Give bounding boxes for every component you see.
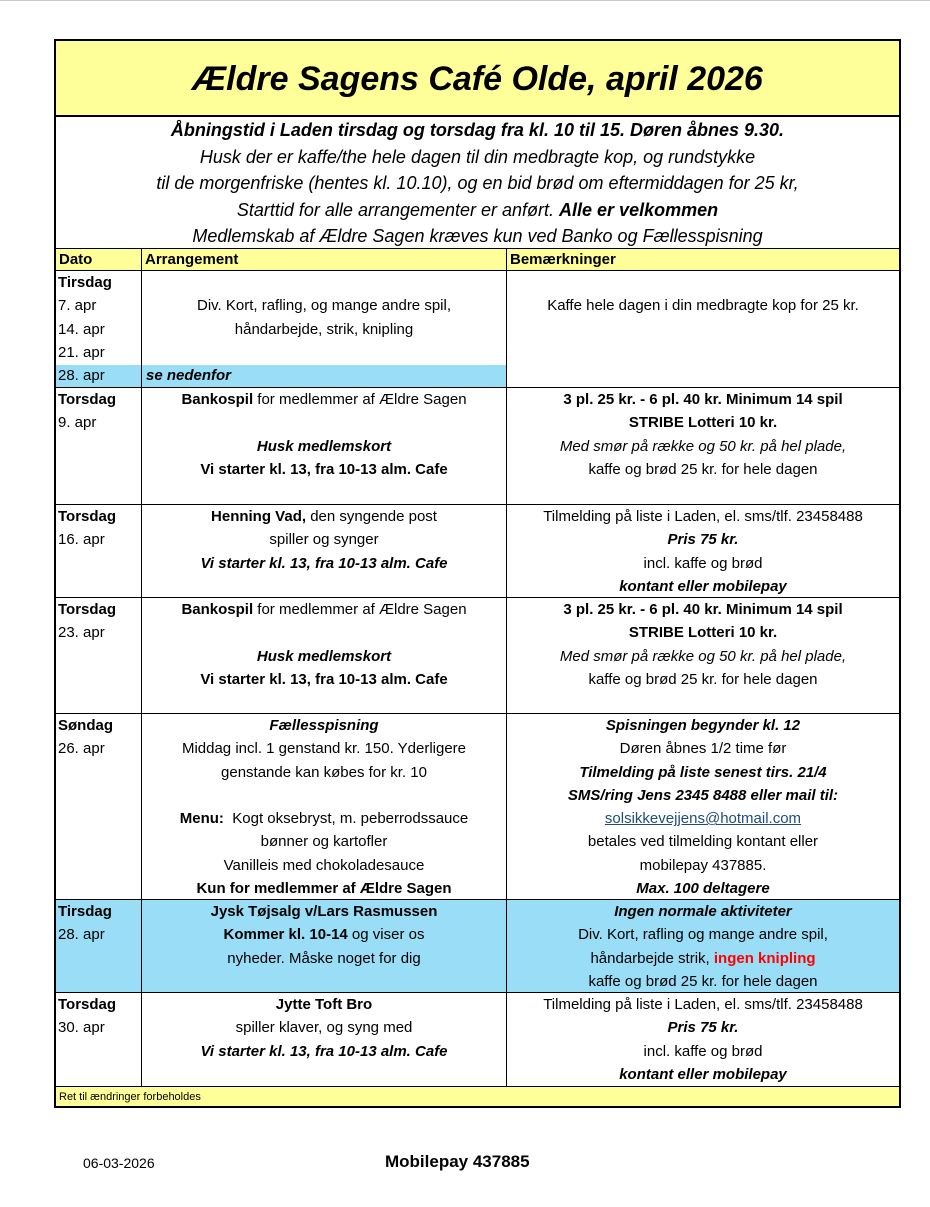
event-bingo: Bankospil: [181, 601, 254, 618]
top-rule: [0, 0, 930, 1]
notes-line: Kaffe hele dagen i din medbragte kop for 25 kr.: [547, 297, 859, 315]
row-notes-cell: [506, 505, 899, 597]
event-start: Vi starter kl. 13, fra 10-13 alm. Cafe: [200, 554, 448, 572]
event-title: Jysk Tøjsalg v/Lars Rasmussen: [210, 903, 438, 920]
row-event-cell: [141, 598, 506, 713]
header-date: Dato: [59, 251, 93, 268]
footer-note: Ret til ændringer forbeholdes: [56, 1087, 899, 1108]
row-date-cell: [56, 271, 141, 387]
row-day: Tirsdag: [58, 903, 112, 920]
header-notes: Bemærkninger: [506, 249, 899, 270]
event-see-below: se nedenfor: [146, 367, 232, 385]
event-title: Jytte Toft Bro: [275, 996, 373, 1013]
page-title: Ældre Sagens Café Olde, april 2026: [56, 41, 899, 117]
notes-line: 3 pl. 25 kr. - 6 pl. 40 kr. Minimum 14 spil: [563, 391, 843, 408]
notes-line: 3 pl. 25 kr. - 6 pl. 40 kr. Minimum 14 spil: [563, 601, 843, 618]
event-line: håndarbejde, strik, knipling: [234, 320, 414, 338]
notes-line: STRIBE Lotteri 10 kr.: [628, 414, 778, 432]
table-row: [56, 505, 899, 598]
notes-line: Med smør på række og 50 kr. på hel plade,: [559, 437, 847, 455]
notes-line: kaffe og brød 25 kr. for hele dagen: [588, 460, 818, 478]
row-event-cell: [141, 505, 506, 597]
notes-line: SMS/ring Jens 2345 8488 eller mail til:: [567, 786, 839, 804]
table-header: [56, 248, 899, 271]
row-date: 16. apr: [58, 531, 105, 549]
event-line: [142, 505, 506, 528]
event-reminder: Husk medlemskort: [256, 647, 392, 665]
table-row: [56, 271, 899, 388]
row-day: Torsdag: [58, 996, 117, 1013]
intro-block: [56, 117, 899, 248]
menu-item: Vanilleis med chokoladesauce: [223, 856, 425, 874]
event-members: for medlemmer af Ældre Sagen: [253, 601, 467, 618]
event-start: Vi starter kl. 13, fra 10-13 alm. Cafe: [200, 1042, 448, 1060]
intro-morning: til de morgenfriske (hentes kl. 10.10), og en bid brød om eftermiddagen for 25 kr,: [156, 173, 799, 193]
row-notes-cell: [506, 271, 899, 387]
intro-opening-hours: Åbningstid i Laden tirsdag og torsdag fra kl. 10 til 15. Døren åbnes 9.30.: [170, 120, 785, 140]
table-row: [56, 388, 899, 505]
notes-payment: kontant eller mobilepay: [619, 577, 787, 595]
intro-coffee: Husk der er kaffe/the hele dagen til din medbragte kop, og rundstykke: [199, 146, 756, 167]
row-date: 28. apr: [58, 367, 105, 385]
notes-payment: kontant eller mobilepay: [619, 1065, 787, 1083]
event-performer-desc: den syngende post: [306, 508, 437, 525]
menu-label: Menu:: [179, 810, 224, 828]
notes-line: kaffe og brød 25 kr. for hele dagen: [588, 972, 818, 990]
row-date: 30. apr: [58, 1019, 105, 1037]
notes-no-lace: ingen knipling: [713, 949, 816, 967]
notes-line: Max. 100 deltagere: [636, 880, 770, 898]
menu-line: [142, 807, 506, 830]
notes-line: Tilmelding på liste senest tirs. 21/4: [579, 763, 827, 781]
mobilepay-number: Mobilepay 437885: [385, 1152, 530, 1171]
notes-line: Med smør på række og 50 kr. på hel plade,: [559, 647, 847, 665]
email-link[interactable]: solsikkevejjens@hotmail.com: [604, 810, 802, 828]
notes-line: Div. Kort, rafling og mange andre spil,: [578, 926, 828, 944]
event-line: Middag incl. 1 genstand kr. 150. Yderligere: [181, 740, 467, 758]
row-day: Torsdag: [58, 508, 117, 525]
event-members: for medlemmer af Ældre Sagen: [253, 391, 467, 408]
row-day: Tirsdag: [58, 274, 112, 291]
row-date-cell: [56, 598, 141, 713]
event-time: Kommer kl. 10-14: [223, 926, 348, 944]
schedule-sheet: [54, 39, 901, 1108]
table-row: [56, 598, 899, 714]
event-reminder: Husk medlemskort: [256, 437, 392, 455]
row-day: Søndag: [58, 717, 113, 734]
row-date-cell: [56, 900, 141, 992]
row-date: 21. apr: [58, 343, 105, 361]
table-row: [56, 714, 899, 900]
notes-line: incl. kaffe og brød: [643, 1042, 763, 1060]
notes-line: betales ved tilmelding kontant eller: [587, 833, 819, 851]
row-date: 14. apr: [58, 320, 105, 338]
header-event: Arrangement: [141, 249, 506, 270]
notes-line: [507, 947, 899, 970]
notes-line: kaffe og brød 25 kr. for hele dagen: [588, 670, 818, 688]
notes-line: Spisningen begynder kl. 12: [605, 717, 801, 734]
row-date-cell: [56, 388, 141, 504]
table-row: [56, 993, 899, 1087]
notes-crafts: håndarbejde strik,: [590, 949, 714, 967]
row-day: Torsdag: [58, 601, 117, 618]
intro-start-time: Starttid for alle arrangementer er anført.: [236, 199, 560, 220]
row-date: 7. apr: [58, 297, 97, 315]
row-date: 28. apr: [58, 926, 105, 944]
table-row: [56, 900, 899, 993]
event-line: nyheder. Måske noget for dig: [227, 949, 421, 967]
row-event-cell: [141, 388, 506, 504]
print-date: 06-03-2026: [83, 1155, 155, 1171]
row-date: 23. apr: [58, 624, 105, 642]
event-performer: Henning Vad,: [211, 508, 307, 525]
intro-welcome: [56, 197, 899, 224]
event-members-only: Kun for medlemmer af Ældre Sagen: [196, 880, 452, 898]
event-line: Div. Kort, rafling, og mange andre spil,: [196, 297, 451, 315]
row-date-cell: [56, 714, 141, 899]
menu-item: Kogt oksebryst, m. peberrodssauce: [232, 810, 469, 828]
intro-membership: Medlemskab af Ældre Sagen kræves kun ved Banko og Fællesspisning: [192, 226, 763, 246]
event-line: genstande kan købes for kr. 10: [221, 763, 427, 781]
row-date-cell: [56, 993, 141, 1086]
event-line: spiller og synger: [269, 531, 379, 549]
notes-line: mobilepay 437885.: [639, 856, 767, 874]
notes-price: Pris 75 kr.: [667, 531, 739, 549]
event-line: [142, 923, 506, 946]
notes-price: Pris 75 kr.: [667, 1019, 739, 1037]
row-notes-cell: [506, 714, 899, 899]
notes-line: incl. kaffe og brød: [643, 554, 763, 572]
event-line: [142, 388, 506, 411]
menu-item: bønner og kartofler: [260, 833, 388, 851]
notes-line: Tilmelding på liste i Laden, el. sms/tlf. 23458488: [543, 996, 863, 1013]
event-start: Vi starter kl. 13, fra 10-13 alm. Cafe: [200, 670, 448, 688]
row-notes-cell: [506, 900, 899, 992]
event-desc: og viser os: [347, 926, 425, 944]
row-notes-cell: [506, 993, 899, 1086]
event-line: spiller klaver, og syng med: [235, 1019, 413, 1037]
event-bingo: Bankospil: [181, 391, 254, 408]
row-day: Torsdag: [58, 391, 117, 408]
event-title: Fællesspisning: [269, 717, 379, 734]
event-start: Vi starter kl. 13, fra 10-13 alm. Cafe: [200, 460, 448, 478]
row-event-cell: [141, 900, 506, 992]
notes-line: Tilmelding på liste i Laden, el. sms/tlf. 23458488: [543, 508, 863, 525]
notes-line: STRIBE Lotteri 10 kr.: [628, 624, 778, 642]
row-event-cell: [141, 993, 506, 1086]
row-notes-cell: [506, 388, 899, 504]
row-notes-cell: [506, 598, 899, 713]
row-event-cell: [141, 714, 506, 899]
row-date: 26. apr: [58, 740, 105, 758]
intro-welcome-bold: Alle er velkommen: [559, 199, 719, 220]
row-date-cell: [56, 505, 141, 597]
row-date: 9. apr: [58, 414, 97, 432]
event-line: [142, 598, 506, 621]
row-event-cell: [141, 271, 506, 387]
notes-line: Døren åbnes 1/2 time før: [619, 740, 787, 758]
notes-title: Ingen normale aktiviteter: [614, 903, 792, 920]
